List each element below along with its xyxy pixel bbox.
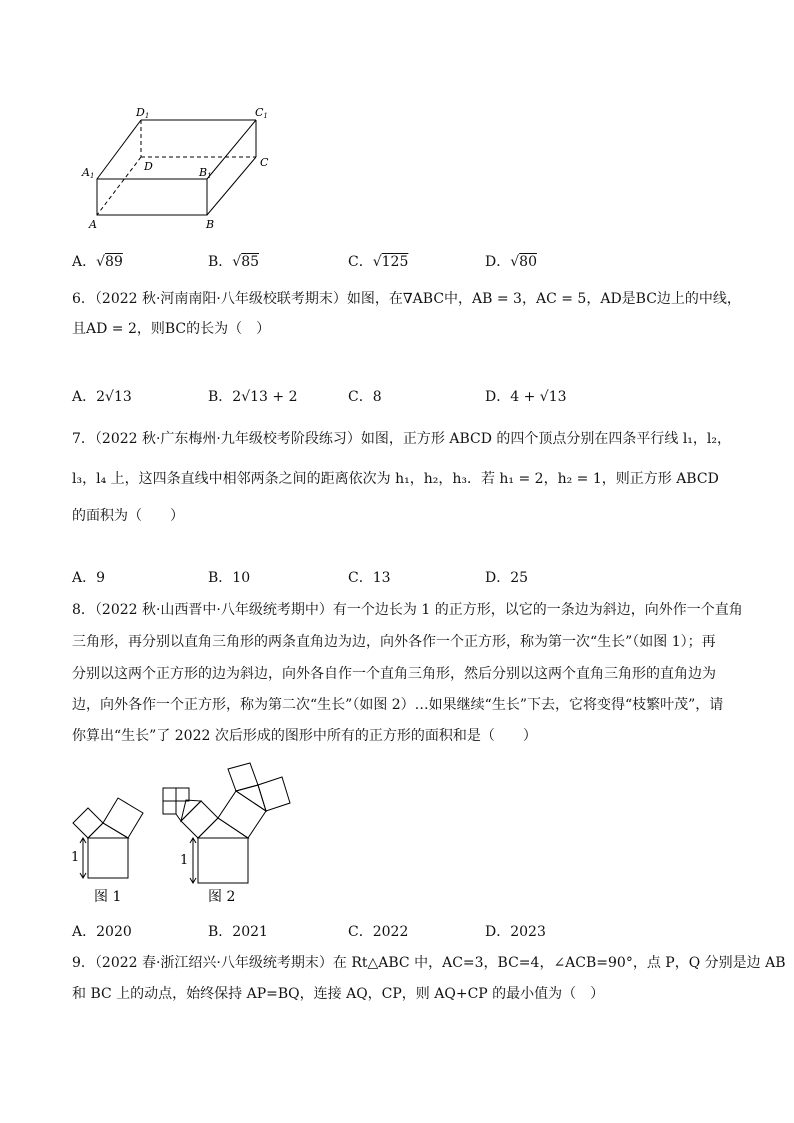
q7-choice-d[interactable]: D．25 <box>485 570 529 586</box>
q8-choice-a[interactable]: A．2020 <box>72 924 132 940</box>
q9-stem-line1: 9．（2022 春·浙江绍兴·八年级统考期末）在 Rt△ABC 中，AC=3，BC=4，∠ACB=90°，点 P，Q 分别是边 AB <box>72 955 786 971</box>
label-D: D <box>144 160 153 173</box>
q8-stem-line4: 边，向外各作一个正方形，称为第二次“生长”（如图 2）…如果继续“生长”下去，它将变得“枝繁叶茂”，请 <box>72 697 724 713</box>
q7-stem-line1: 7．（2022 秋·广东梅州·九年级校考阶段练习）如图，正方形 ABCD 的四个顶点分别在四条平行线 l₁，l₂， <box>72 431 732 447</box>
q6-stem-line2: 且AD = 2，则BC的长为（ ） <box>72 321 271 337</box>
q6-choice-d[interactable]: D．4 + √13 <box>485 389 567 405</box>
q8-choice-b[interactable]: B．2021 <box>208 924 268 940</box>
q7-choice-a[interactable]: A．9 <box>72 570 106 586</box>
sqrt-icon: √ <box>510 254 520 270</box>
fig2-caption: 图 2 <box>208 889 236 905</box>
sqrt-icon: √ <box>96 254 106 270</box>
q5-choice-d[interactable]: D．√80 <box>485 254 537 270</box>
q6-stem-line1: 6．（2022 秋·河南南阳·八年级校联考期末）如图，在∇ABC中，AB = 3，AC = 5，AD是BC边上的中线， <box>72 291 741 307</box>
sqrt-icon: √ <box>372 254 382 270</box>
q6-choice-a[interactable]: A．2√13 <box>72 389 132 405</box>
label-D1: D1 <box>136 106 150 120</box>
label-B: B <box>206 218 215 231</box>
q5-choice-c[interactable]: C．√125 <box>348 254 409 270</box>
q8-stem-line1: 8．（2022 秋·山西晋中·八年级统考期中）有一个边长为 1 的正方形，以它的一条边为斜边，向外作一个直角 <box>72 602 743 618</box>
fig1-caption: 图 1 <box>94 889 122 905</box>
q8-stem-line2: 三角形，再分别以直角三角形的两条直角边为边，向外各作一个正方形，称为第一次“生长”（如图 1）；再 <box>72 634 716 650</box>
label-C: C <box>260 156 269 169</box>
q8-stem-line5: 你算出“生长”了 2022 次后形成的图形中所有的正方形的面积和是（ ） <box>72 728 537 744</box>
q7-stem-line3: 的面积为（ ） <box>72 508 184 524</box>
side-length-label: 1 <box>180 853 189 868</box>
q9-stem-line2: 和 BC 上的动点，始终保持 AP=BQ，连接 AQ，CP，则 AQ+CP 的最小值为（ ） <box>72 986 605 1002</box>
label-A: A <box>89 218 97 231</box>
q8-figure-2 <box>158 755 308 905</box>
q8-choice-d[interactable]: D．2023 <box>485 924 546 940</box>
q7-choice-c[interactable]: C．13 <box>348 570 391 586</box>
q5-choice-b[interactable]: B．√85 <box>208 254 260 270</box>
q7-choice-b[interactable]: B．10 <box>208 570 251 586</box>
sqrt-icon: √ <box>232 254 242 270</box>
q6-choice-b[interactable]: B．2√13 + 2 <box>208 389 298 405</box>
q8-figure-1 <box>66 795 150 905</box>
q6-choice-c[interactable]: C．8 <box>348 389 382 405</box>
label-A1: A1 <box>82 166 95 180</box>
side-length-label: 1 <box>71 850 80 865</box>
q7-stem-line2: l₃，l₄ 上，这四条直线中相邻两条之间的距离依次为 h₁，h₂，h₃．若 h₁ = 2，h₂ = 1，则正方形 ABCD <box>72 471 719 487</box>
q5-choice-a[interactable]: A．√89 <box>72 254 123 270</box>
label-B1: B1 <box>199 166 212 180</box>
label-C1: C1 <box>255 106 268 120</box>
q8-choice-c[interactable]: C．2022 <box>348 924 409 940</box>
q8-stem-line3: 分别以这两个正方形的边为斜边，向外各自作一个直角三角形，然后分别以这两个直角三角形的直角边为 <box>72 666 716 682</box>
q5-box-figure <box>80 100 280 235</box>
